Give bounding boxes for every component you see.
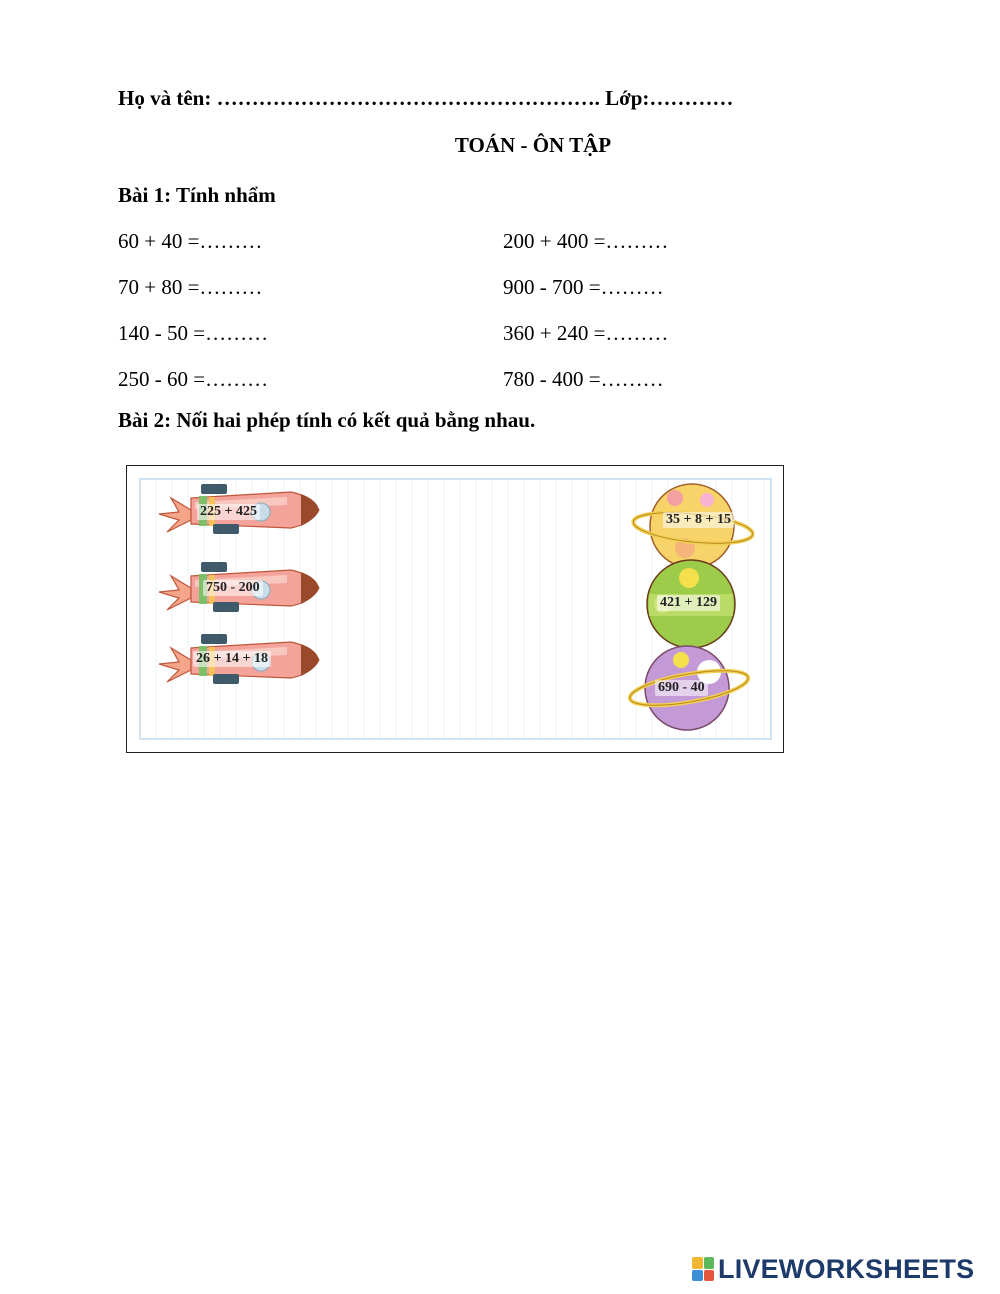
rocket-expression-1: 225 + 425 (197, 504, 260, 520)
exercise-1-item: 140 - 50 =……… (118, 321, 269, 345)
exercise-1-item: 200 + 400 =……… (503, 229, 669, 253)
exercise-2-heading: Bài 2: Nối hai phép tính có kết quả bằng nhau. (118, 408, 536, 432)
name-class-line: Họ và tên: ………………………………………………. Lớp:………… (118, 86, 734, 110)
planet-expression-1: 35 + 8 + 15 (663, 512, 734, 528)
planet-expression-3: 690 - 40 (655, 680, 708, 696)
exercise-1-item: 360 + 240 =……… (503, 321, 669, 345)
exercise-1-heading: Bài 1: Tính nhẩm (118, 183, 276, 207)
exercise-1-item: 900 - 700 =……… (503, 275, 664, 299)
logo-icon (692, 1257, 714, 1281)
page-title: TOÁN - ÔN TẬP (454, 133, 612, 157)
exercise-1-item: 250 - 60 =……… (118, 367, 269, 391)
matching-figure (126, 465, 784, 753)
rocket-expression-3: 26 + 14 + 18 (193, 651, 271, 667)
exercise-1-item: 70 + 80 =……… (118, 275, 263, 299)
exercise-1-item: 780 - 400 =……… (503, 367, 664, 391)
rocket-expression-2: 750 - 200 (203, 580, 263, 596)
planet-expression-2: 421 + 129 (657, 595, 720, 611)
exercise-1-item: 60 + 40 =……… (118, 229, 263, 253)
liveworksheets-logo (692, 1254, 974, 1284)
logo-text: LIVEWORKSHEETS (718, 1253, 975, 1284)
